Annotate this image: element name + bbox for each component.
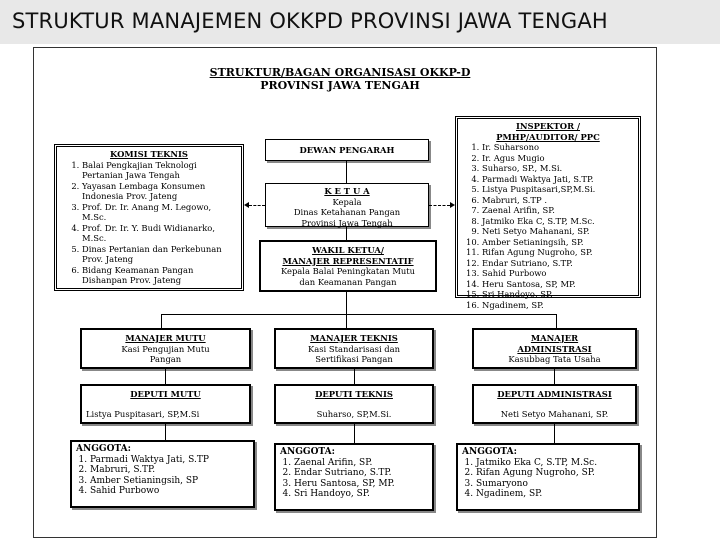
ketua-line2: Dinas Ketahanan Pangan — [293, 207, 401, 217]
wakil-ketua-line2: dan Keamanan Pangan — [299, 276, 397, 287]
list-item: 2. Mabruri, S.TP. — [90, 465, 249, 476]
list-item: 1. Zaenal Arifin, SP. — [294, 458, 428, 469]
anggota-teknis-heading: ANGGOTA: — [280, 447, 335, 457]
anggota-mutu-box — [70, 440, 255, 508]
list-item: 11. Rifan Agung Nugroho, SP. — [482, 247, 636, 258]
anggota-administrasi-list — [462, 458, 634, 500]
org-chart-title-line1: STRUKTUR/BAGAN ORGANISASI OKKP-D — [209, 66, 471, 79]
manajer-mutu-line2: Pangan — [149, 354, 182, 364]
deputi-mutu-name: Listya Puspitasari, SP,M.Si — [86, 408, 200, 419]
anggota-teknis-list — [280, 458, 428, 500]
list-item: 3. Suharso, SP., M.Si. — [482, 163, 636, 174]
list-item: 7. Zaenal Arifin, SP. — [482, 205, 636, 216]
inspektor-heading1: INSPEKTOR / — [515, 121, 581, 131]
list-item: 3. Sumaryono — [476, 479, 634, 490]
connector-line — [554, 369, 555, 384]
list-item: 4. Ngadinem, SP. — [476, 489, 634, 500]
list-item: 2. Rifan Agung Nugroho, SP. — [476, 468, 634, 479]
list-item: 8. Jatmiko Eka C, S.TP, M.Sc. — [482, 216, 636, 227]
list-item: 10. Amber Setianingsih, SP. — [482, 237, 636, 248]
list-item: 3. Heru Santosa, SP, MP. — [294, 479, 428, 490]
manajer-teknis-line2: Sertifikasi Pangan — [315, 354, 393, 364]
list-item: 16. Ngadinem, SP. — [482, 300, 636, 311]
list-item: 5. Listya Puspitasari,SP,M.Si. — [482, 184, 636, 195]
inspektor-box — [455, 116, 641, 310]
dewan-pengarah-label: DEWAN PENGARAH — [299, 145, 395, 155]
list-item: 4. Parmadi Waktya Jati, S.TP. — [482, 174, 636, 185]
list-item: 3. Prof. Dr. Ir. Anang M. Legowo, M.Sc. — [82, 202, 238, 223]
connector-line — [346, 292, 347, 314]
connector-line — [346, 314, 347, 328]
list-item: 6. Mabruri, S.TP . — [482, 195, 636, 206]
ketua-line1: Kepala — [332, 196, 362, 207]
anggota-mutu-heading: ANGGOTA: — [76, 444, 131, 454]
connector-line — [161, 314, 162, 328]
anggota-mutu-list — [76, 455, 249, 497]
arrow-right-icon — [450, 202, 455, 208]
deputi-mutu-box — [80, 384, 251, 424]
list-item: 15. Sri Handoyo, SP. — [482, 289, 636, 300]
deputi-administrasi-name: Neti Setyo Mahanani, SP. — [500, 408, 609, 419]
deputi-administrasi-heading: DEPUTI ADMINISTRASI — [497, 389, 612, 399]
connector-line — [346, 227, 347, 240]
manajer-administrasi-box — [472, 328, 637, 369]
connector-line — [161, 314, 556, 315]
list-item: 1. Ir. Suharsono — [482, 142, 636, 153]
list-item: 2. Yayasan Lembaga Konsumen Indonesia Prov. Jateng — [82, 181, 238, 202]
list-item: 14. Heru Santosa, SP, MP. — [482, 279, 636, 290]
list-item: 12. Endar Sutriano, S.TP. — [482, 258, 636, 269]
list-item: 4. Sahid Purbowo — [90, 486, 249, 497]
deputi-teknis-name: Suharso, SP,M.Si. — [316, 408, 392, 419]
list-item: 9. Neti Setyo Mahanani, SP. — [482, 226, 636, 237]
inspektor-heading2: PMHP/AUDITOR/ PPC — [496, 131, 600, 142]
list-item: 5. Dinas Pertanian dan Perkebunan Prov. Jateng — [82, 244, 238, 265]
dewan-pengarah-box — [265, 139, 429, 161]
manajer-mutu-box — [80, 328, 251, 369]
wakil-ketua-heading1: WAKIL KETUA/ — [312, 245, 384, 255]
manajer-administrasi-line1: Kasubbag Tata Usaha — [508, 354, 601, 364]
list-item: 6. Bidang Keamanan Pangan Dishanpan Prov. Jateng — [82, 265, 238, 286]
connector-line — [165, 424, 166, 440]
deputi-mutu-heading: DEPUTI MUTU — [130, 389, 201, 399]
anggota-teknis-box — [274, 443, 434, 511]
manajer-mutu-line1: Kasi Pengujian Mutu — [121, 343, 210, 354]
deputi-teknis-box — [274, 384, 434, 424]
slide-title: STRUKTUR MANAJEMEN OKKPD PROVINSI JAWA TENGAH — [0, 0, 720, 44]
connector-line — [354, 369, 355, 384]
manajer-mutu-heading: MANAJER MUTU — [125, 333, 206, 343]
komisi-teknis-box — [54, 144, 244, 291]
ketua-line3: Provinsi Jawa Tengah — [301, 217, 393, 228]
wakil-ketua-heading2: MANAJER REPRESENTATIF — [282, 255, 414, 266]
wakil-ketua-box — [259, 240, 437, 292]
connector-line — [554, 424, 555, 443]
wakil-ketua-line1: Kepala Balai Peningkatan Mutu — [280, 266, 416, 276]
komisi-teknis-heading: KOMISI TEKNIS — [110, 149, 188, 159]
list-item: 1. Balai Pengkajian Teknologi Pertanian Jawa Tengah — [82, 160, 238, 181]
deputi-administrasi-box — [472, 384, 637, 424]
list-item: 1. Parmadi Waktya Jati, S.TP — [90, 455, 249, 466]
inspektor-list — [460, 142, 636, 310]
manajer-teknis-heading: MANAJER TEKNIS — [310, 333, 398, 343]
connector-line — [556, 314, 557, 328]
list-item: 4. Prof. Dr. Ir. Y. Budi Widianarko, M.Sc. — [82, 223, 238, 244]
ketua-box — [265, 183, 429, 227]
deputi-teknis-heading: DEPUTI TEKNIS — [315, 389, 393, 399]
list-item: 1. Jatmiko Eka C, S.TP, M.Sc. — [476, 458, 634, 469]
manajer-administrasi-heading1: MANAJER — [530, 333, 579, 343]
list-item: 2. Ir. Agus Mugio — [482, 153, 636, 164]
ketua-heading: K E T U A — [324, 186, 370, 196]
org-chart-title-line2: PROVINSI JAWA TENGAH — [260, 79, 420, 92]
list-item: 2. Endar Sutriano, S.TP. — [294, 468, 428, 479]
manajer-teknis-box — [274, 328, 434, 369]
komisi-teknis-list — [60, 160, 238, 286]
manajer-teknis-line1: Kasi Standarisasi dan — [307, 343, 401, 354]
connector-line — [354, 424, 355, 443]
arrow-left-icon — [244, 202, 249, 208]
list-item: 13. Sahid Purbowo — [482, 268, 636, 279]
manajer-administrasi-heading2: ADMINISTRASI — [517, 343, 592, 354]
list-item: 3. Amber Setianingsih, SP — [90, 476, 249, 487]
dashed-connector — [249, 205, 265, 206]
dashed-connector — [429, 205, 450, 206]
list-item: 4. Sri Handoyo, SP. — [294, 489, 428, 500]
connector-line — [346, 161, 347, 183]
anggota-administrasi-heading: ANGGOTA: — [462, 447, 517, 457]
anggota-administrasi-box — [456, 443, 640, 511]
connector-line — [165, 369, 166, 384]
org-chart-title — [180, 66, 500, 92]
